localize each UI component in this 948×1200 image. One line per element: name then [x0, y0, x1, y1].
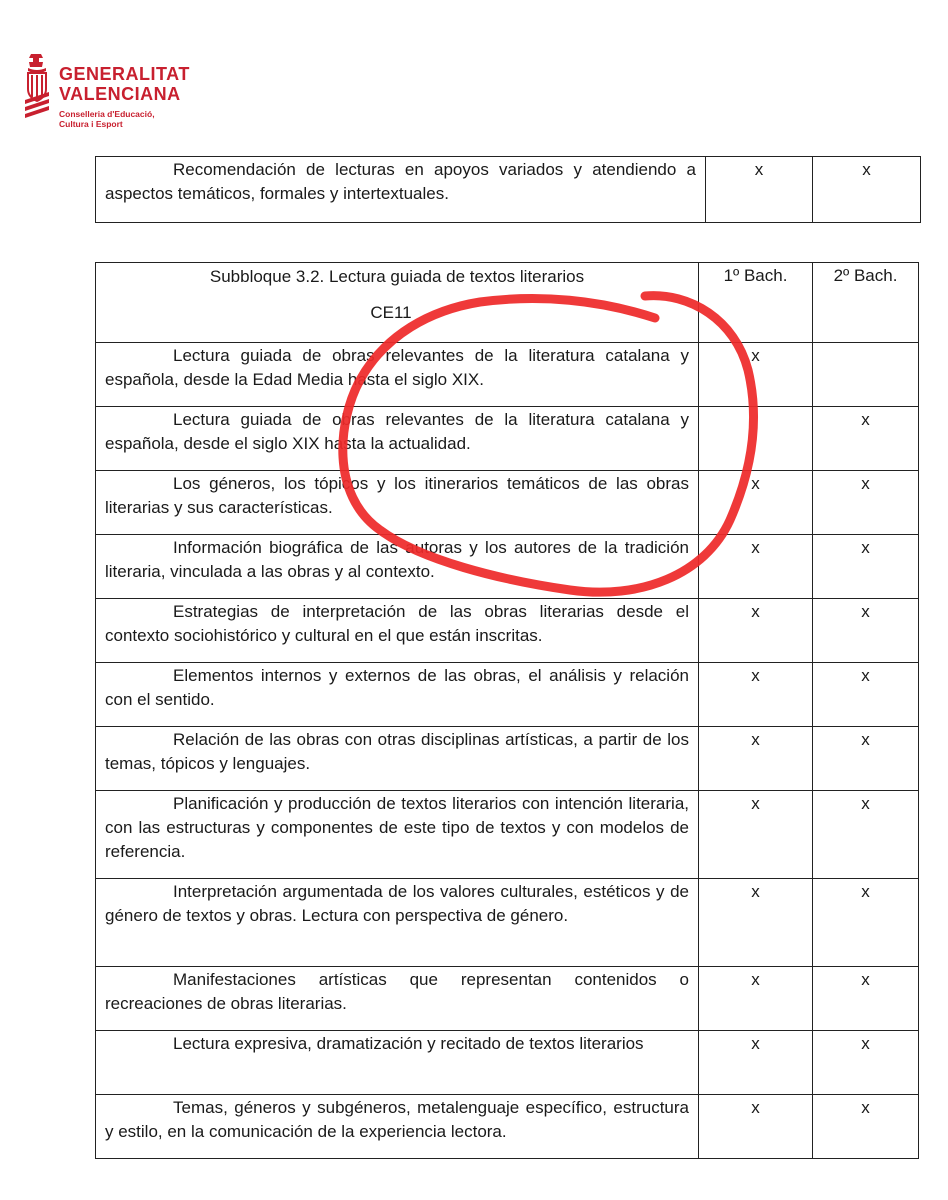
bach2-mark: x	[813, 407, 919, 471]
org-name-line1: GENERALITAT	[59, 64, 190, 84]
table-row	[96, 407, 919, 471]
content-description: Recomendación de lecturas en apoyos variados y atendiendo a aspectos temáticos, formales y intertextuales.	[96, 157, 706, 223]
bach1-mark: x	[706, 157, 813, 223]
table-row	[96, 879, 919, 967]
table-row	[96, 727, 919, 791]
table-row	[96, 599, 919, 663]
content-description: Lectura guiada de obras relevantes de la literatura catalana y española, desde el siglo XIX hasta la actualidad.	[96, 407, 699, 471]
continuation-table	[95, 156, 921, 223]
dept-name-line2: Cultura i Esport	[59, 119, 123, 129]
content-description: Información biográfica de las autoras y los autores de la tradición literaria, vinculada a las obras y al contexto.	[96, 535, 699, 599]
table-row	[96, 471, 919, 535]
bach2-mark: x	[813, 535, 919, 599]
table-row	[96, 967, 919, 1031]
bach2-mark: x	[813, 663, 919, 727]
bach1-mark: x	[699, 727, 813, 791]
bach2-mark: x	[813, 471, 919, 535]
subblock-title: Subbloque 3.2. Lectura guiada de textos literarios	[209, 267, 585, 286]
table-row	[96, 157, 921, 223]
org-name-line2: VALENCIANA	[59, 84, 181, 104]
subblock-header-cell	[96, 263, 699, 343]
bach2-mark: x	[813, 1095, 919, 1159]
bach1-mark: x	[699, 471, 813, 535]
content-description: Elementos internos y externos de las obras, el análisis y relación con el sentido.	[96, 663, 699, 727]
bach2-mark: x	[813, 157, 921, 223]
bach2-mark: x	[813, 1031, 919, 1095]
bach1-mark: x	[699, 879, 813, 967]
bach1-mark: x	[699, 1031, 813, 1095]
table-row	[96, 535, 919, 599]
subblock-table	[95, 262, 919, 1159]
criterion-code: CE11	[370, 303, 412, 322]
bach1-mark: x	[699, 663, 813, 727]
bach1-mark: x	[699, 343, 813, 407]
bach1-mark: x	[699, 967, 813, 1031]
content-description: Planificación y producción de textos literarios con intención literaria, con las estructuras y componentes de este tipo de textos y con modelos de referencia.	[96, 791, 699, 879]
bach2-mark: x	[813, 879, 919, 967]
content-description: Interpretación argumentada de los valores culturales, estéticos y de género de textos y obras. Lectura con perspectiva de género.	[96, 879, 699, 967]
content-description: Los géneros, los tópicos y los itinerarios temáticos de las obras literarias y sus características.	[96, 471, 699, 535]
content-description: Relación de las obras con otras disciplinas artísticas, a partir de los temas, tópicos y lenguajes.	[96, 727, 699, 791]
col-header-bach2: 2º Bach.	[813, 263, 919, 343]
table-row	[96, 1031, 919, 1095]
bach1-mark: x	[699, 791, 813, 879]
bach1-mark: x	[699, 599, 813, 663]
col-header-bach1: 1º Bach.	[699, 263, 813, 343]
table-row	[96, 343, 919, 407]
table-row	[96, 791, 919, 879]
table-row	[96, 663, 919, 727]
bach1-mark	[699, 407, 813, 471]
bach2-mark: x	[813, 599, 919, 663]
content-description: Manifestaciones artísticas que representan contenidos o recreaciones de obras literarias.	[96, 967, 699, 1031]
dept-name-line1: Conselleria d'Educació,	[59, 109, 155, 119]
bach2-mark	[813, 343, 919, 407]
table-header-row	[96, 263, 919, 343]
bach2-mark: x	[813, 967, 919, 1031]
table-row	[96, 1095, 919, 1159]
bach1-mark: x	[699, 535, 813, 599]
content-description: Lectura guiada de obras relevantes de la literatura catalana y española, desde la Edad Media hasta el siglo XIX.	[96, 343, 699, 407]
bach2-mark: x	[813, 727, 919, 791]
content-description: Temas, géneros y subgéneros, metalenguaje específico, estructura y estilo, en la comunicación de la experiencia lectora.	[96, 1095, 699, 1159]
bach2-mark: x	[813, 791, 919, 879]
content-description: Lectura expresiva, dramatización y recitado de textos literarios	[96, 1031, 699, 1095]
bach1-mark: x	[699, 1095, 813, 1159]
generalitat-logo	[22, 52, 222, 142]
coat-of-arms-icon	[22, 52, 52, 118]
content-description: Estrategias de interpretación de las obras literarias desde el contexto sociohistórico y cultural en el que están inscritas.	[96, 599, 699, 663]
